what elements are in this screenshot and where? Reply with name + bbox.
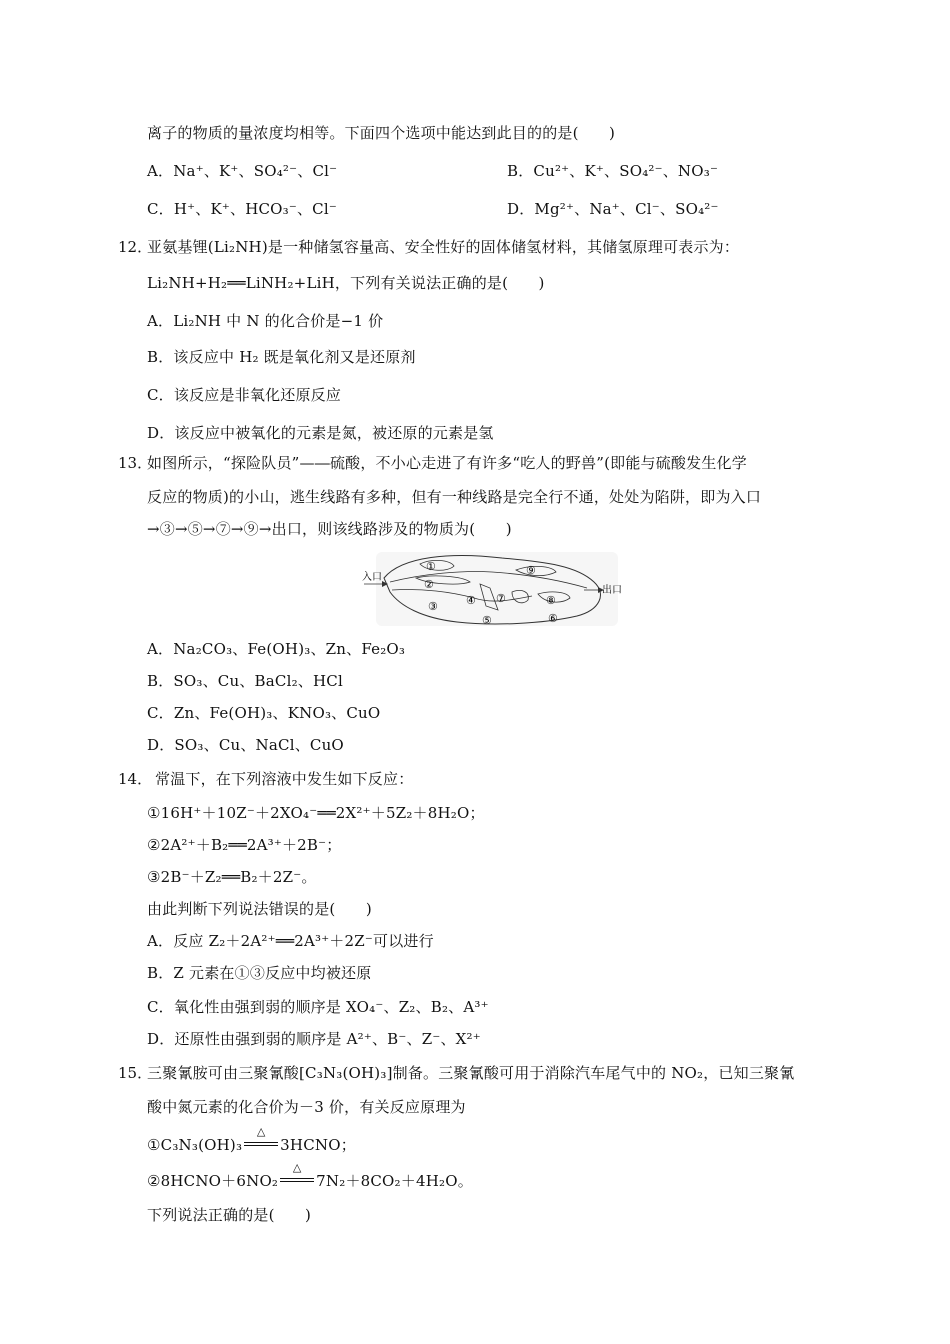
q12-option-d: D．该反应中被氧化的元素是氮，被还原的元素是氢: [147, 424, 494, 442]
q12-number: 12．: [118, 238, 153, 256]
q14-option-a: A．反应 Z₂＋2A²⁺══2A³⁺＋2Z⁻可以进行: [147, 932, 434, 950]
q14-question: 由此判断下列说法错误的是( ): [147, 900, 372, 918]
diagram-label-5: ⑤: [482, 614, 492, 627]
heat-condition: [242, 1125, 280, 1156]
q12-option-b: B．该反应中 H₂ 既是氧化剂又是还原剂: [147, 348, 416, 366]
diagram-label-6: ⑥: [548, 612, 558, 625]
q14-option-b: B．Z 元素在①③反应中均被还原: [147, 964, 372, 982]
q13-stem-line2: 反应的物质)的小山，逃生线路有多种，但有一种线路是完全行不通，处处为陷阱，即为入口: [147, 488, 762, 506]
q15-question: 下列说法正确的是( ): [147, 1206, 312, 1224]
q11-option-c: C．H⁺、K⁺、HCO₃⁻、Cl⁻: [147, 200, 337, 218]
q15-number: 15．: [118, 1064, 153, 1082]
q14-reaction-2: ②2A²⁺＋B₂══2A³⁺＋2B⁻；: [147, 836, 342, 854]
q15-r2-products: 7N₂＋8CO₂＋4H₂O。: [316, 1172, 473, 1190]
q13-option-a: A．Na₂CO₃、Fe(OH)₃、Zn、Fe₂O₃: [147, 640, 406, 658]
q11-option-d: D．Mg²⁺、Na⁺、Cl⁻、SO₄²⁻: [507, 200, 719, 218]
diagram-label-4: ④: [466, 594, 476, 607]
q12-option-a: A．Li₂NH 中 N 的化合价是−1 价: [147, 312, 384, 330]
diagram-exit-label: 出口: [602, 585, 622, 596]
q11-option-b: B．Cu²⁺、K⁺、SO₄²⁻、NO₃⁻: [507, 162, 719, 180]
q15-r1-reactants: ①C₃N₃(OH)₃: [147, 1136, 243, 1154]
q14-stem: 常温下，在下列溶液中发生如下反应：: [155, 770, 414, 788]
diagram-label-7: ⑦: [496, 592, 506, 605]
q14-option-c: C．氧化性由强到弱的顺序是 XO₄⁻、Z₂、B₂、A³⁺: [147, 998, 489, 1016]
heat-triangle: △: [292, 1161, 302, 1174]
q14-reaction-1: ①16H⁺＋10Z⁻＋2XO₄⁻══2X²⁺＋5Z₂＋8H₂O；: [147, 804, 485, 822]
heat-triangle: △: [256, 1125, 266, 1138]
q11-option-a: A．Na⁺、K⁺、SO₄²⁻、Cl⁻: [147, 162, 338, 180]
mountain-maze-diagram: [362, 548, 624, 628]
q15-r1-products: 3HCNO；: [280, 1136, 356, 1154]
q15-stem-line2: 酸中氮元素的化合价为－3 价，有关反应原理为: [147, 1098, 466, 1116]
q14-reaction-3: ③2B⁻＋Z₂══B₂＋2Z⁻。: [147, 868, 317, 886]
q14-option-d: D．还原性由强到弱的顺序是 A²⁺、B⁻、Z⁻、X²⁺: [147, 1030, 481, 1048]
q14-number: 14．: [118, 770, 153, 788]
q15-stem-line1: 三聚氰胺可由三聚氰酸[C₃N₃(OH)₃]制备。三聚氰酸可用于消除汽车尾气中的 NO₂，已知三聚氰: [147, 1064, 795, 1082]
q12-stem-line2: Li₂NH+H₂══LiNH₂+LiH，下列有关说法正确的是( ): [147, 274, 545, 292]
q13-option-b: B．SO₃、Cu、BaCl₂、HCl: [147, 672, 343, 690]
q12-option-c: C．该反应是非氧化还原反应: [147, 386, 342, 404]
q15-reaction-1: [147, 1125, 356, 1156]
diagram-label-1: ①: [426, 560, 436, 573]
diagram-label-9: ⑨: [526, 564, 536, 577]
q11-stem: 离子的物质的量浓度均相等。下面四个选项中能达到此目的的是( ): [147, 124, 616, 142]
q13-stem-line1: 如图所示，“探险队员”—―硫酸，不小心走进了有许多“吃人的野兽”(即能与硫酸发生化学: [147, 454, 747, 472]
q13-stem-line3: →③→⑤→⑦→⑨→出口，则该线路涉及的物质为( ): [147, 520, 512, 538]
heat-condition: [278, 1161, 316, 1192]
diagram-label-8: ⑧: [546, 594, 556, 607]
q13-option-d: D．SO₃、Cu、NaCl、CuO: [147, 736, 344, 754]
q13-option-c: C．Zn、Fe(OH)₃、KNO₃、CuO: [147, 704, 381, 722]
diagram-label-2: ②: [424, 578, 434, 591]
q15-reaction-2: [147, 1161, 473, 1192]
q12-stem-line1: 亚氨基锂(Li₂NH)是一种储氢容量高、安全性好的固体储氢材料，其储氢原理可表示为：: [147, 238, 740, 256]
q13-number: 13．: [118, 454, 153, 472]
q15-r2-reactants: ②8HCNO＋6NO₂: [147, 1172, 279, 1190]
diagram-entrance-label: 入口: [362, 572, 382, 583]
diagram-label-3: ③: [428, 600, 438, 613]
